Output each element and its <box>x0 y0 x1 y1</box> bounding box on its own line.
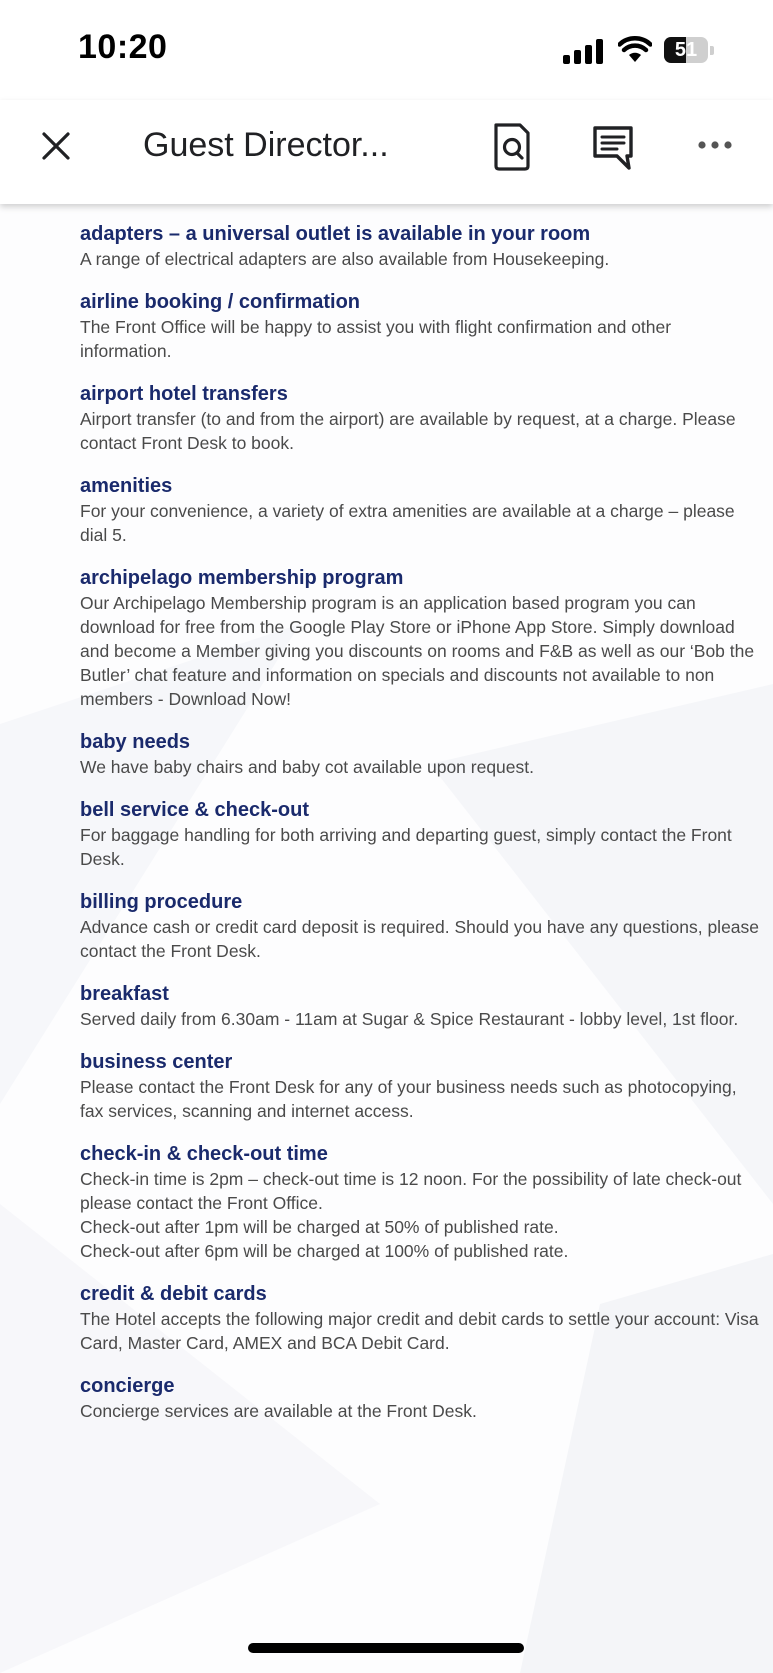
entry-title: airport hotel transfers <box>80 383 288 405</box>
close-icon[interactable] <box>36 126 76 166</box>
entry-description: Airport transfer (to and from the airport) are available by request, at a charge. Please contact Front Desk to book. <box>80 409 736 453</box>
directory-entry <box>80 730 760 779</box>
entry-title: credit & debit cards <box>80 1283 267 1305</box>
comment-icon[interactable] <box>591 124 635 172</box>
battery-level: 51 <box>674 39 698 61</box>
directory-entry <box>80 290 760 363</box>
directory-entry <box>80 474 760 547</box>
entry-title: archipelago membership program <box>80 567 404 589</box>
directory-entry <box>80 890 760 963</box>
wifi-icon <box>618 35 652 63</box>
entry-description: Concierge services are available at the Front Desk. <box>80 1401 477 1421</box>
entry-description: We have baby chairs and baby cot available upon request. <box>80 757 535 777</box>
entry-title: bell service & check-out <box>80 799 309 821</box>
entry-title: breakfast <box>80 983 169 1005</box>
home-indicator[interactable] <box>248 1643 524 1653</box>
document-title: Guest Director... <box>143 126 389 164</box>
entry-title: check-in & check-out time <box>80 1143 328 1165</box>
directory-entry <box>80 1142 760 1263</box>
entry-description: Advance cash or credit card deposit is required. Should you have any questions, please contact the Front Desk. <box>80 917 760 961</box>
status-bar <box>0 0 773 100</box>
entry-title: billing procedure <box>80 891 243 913</box>
directory-entry <box>80 1374 760 1423</box>
entry-description: Please contact the Front Desk for any of your business needs such as photocopying, fax services, scanning and internet access. <box>80 1077 737 1121</box>
entry-description: Check-in time is 2pm – check-out time is 12 noon. For the possibility of late check-out please contact the Front Office. Check-out after 1pm will be charged at 50% of published rate. Check-out after 6pm will be charged at 100% of published rate. <box>80 1169 742 1261</box>
entry-description: Served daily from 6.30am - 11am at Sugar & Spice Restaurant - lobby level, 1st floor. <box>80 1009 739 1029</box>
document-toolbar <box>0 100 773 204</box>
directory-entry <box>80 1282 760 1355</box>
more-options-icon[interactable] <box>696 130 736 160</box>
document-viewer[interactable] <box>0 204 773 1673</box>
entry-title: concierge <box>80 1375 175 1397</box>
directory-entry <box>80 222 760 271</box>
directory-entry <box>80 566 760 711</box>
entry-description: Our Archipelago Membership program is an application based program you can download for free from the Google Play Store or iPhone App Store. Simply download and become a Member giving you discounts on rooms and F&B as well as our ‘Bob the Butler’ chat feature and information on specials and discounts not available to non members - Download Now! <box>80 593 755 709</box>
entry-title: airline booking / confirmation <box>80 291 361 313</box>
cellular-signal-icon <box>563 38 605 64</box>
entry-title: business center <box>80 1051 233 1073</box>
find-in-document-icon[interactable] <box>490 122 534 172</box>
entry-description: The Front Office will be happy to assist you with flight confirmation and other information. <box>80 317 672 361</box>
entry-description: For baggage handling for both arriving and departing guest, simply contact the Front Desk. <box>80 825 732 869</box>
directory-entries <box>80 222 760 1442</box>
directory-entry <box>80 982 760 1031</box>
entry-description: A range of electrical adapters are also available from Housekeeping. <box>80 249 610 269</box>
entry-description: The Hotel accepts the following major credit and debit cards to settle your account: Visa Card, Master Card, AMEX and BCA Debit Card. <box>80 1309 759 1353</box>
battery-icon <box>664 37 716 65</box>
document-page <box>8 204 765 1673</box>
entry-title: adapters – a universal outlet is available in your room <box>80 223 591 245</box>
directory-entry <box>80 1050 760 1123</box>
entry-title: amenities <box>80 475 173 497</box>
status-time: 10:20 <box>78 28 168 66</box>
directory-entry <box>80 382 760 455</box>
entry-title: baby needs <box>80 731 191 753</box>
entry-description: For your convenience, a variety of extra amenities are available at a charge – please dial 5. <box>80 501 735 545</box>
directory-entry <box>80 798 760 871</box>
